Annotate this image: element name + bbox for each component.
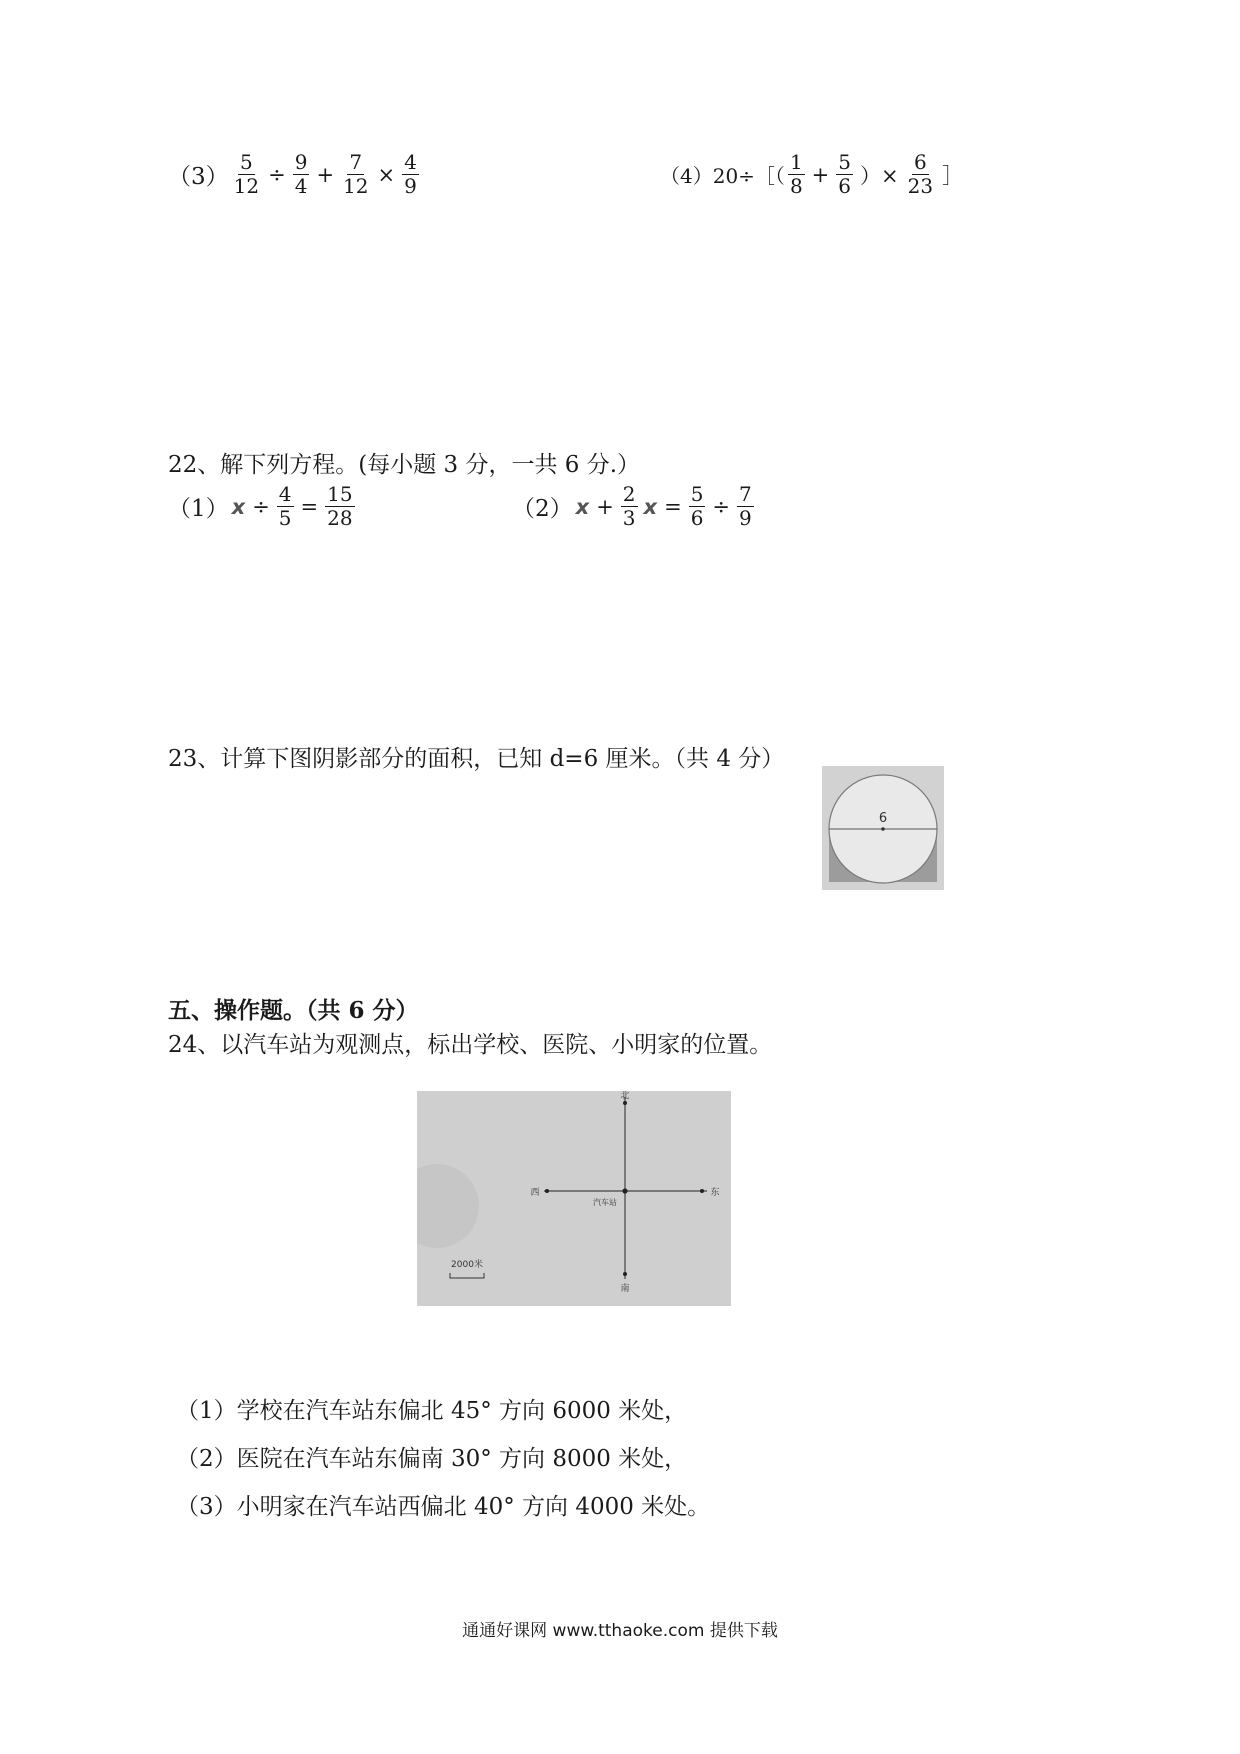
variable: x [643,494,658,519]
shaded-circle-figure [822,766,944,890]
fraction: $\frac{6}{23}$ [907,150,934,198]
q22-part1: （1） x ÷ $\frac{4}{5}$ = $\frac{15}{28}$ [168,482,353,530]
q21-part3: （3） $\frac{5}{12}$ ÷ $\frac{9}{4}$ + $\frac{7}{12}$ × $\frac{4}{9}$ [168,150,417,198]
fraction: $\frac{5}{12}$ [233,150,260,198]
direction-map [417,1091,731,1306]
q24-item-2: （2）医院在汽车站东偏南 30° 方向 8000 米处， [176,1446,688,1472]
north-label: 北 [620,1091,630,1101]
q22-part1-label: （1） [168,496,229,522]
q23-title: 23、计算下图阴影部分的面积，已知 d=6 厘米。（共 4 分） [168,746,785,772]
fraction: $\frac{4}{9}$ [404,150,417,198]
variable: x [231,494,246,519]
fraction: $\frac{9}{4}$ [294,150,308,198]
bus-station-label: 汽车站 [593,1198,617,1207]
q21-part4: （4）20÷［（ $\frac{1}{8}$ + $\frac{5}{6}$ ）× $\frac{6}{23}$ ］ [660,150,964,198]
variable: x [575,494,590,519]
q24-item-1: （1）学校在汽车站东偏北 45° 方向 6000 米处， [176,1398,688,1424]
fraction: $\frac{7}{9}$ [739,482,752,530]
q24-title: 24、以汽车站为观测点，标出学校、医院、小明家的位置。 [168,1032,773,1058]
circle-in-square-diagram [822,766,944,890]
q24-item-3: （3）小明家在汽车站西偏北 40° 方向 4000 米处。 [176,1494,711,1520]
q21-part4-label: （4）20÷［（ [660,164,785,188]
section-five-title: 五、操作题。（共 6 分） [168,997,419,1024]
q22-part2-label: （2） [512,496,573,522]
east-label: 东 [710,1188,720,1198]
fraction: $\frac{1}{8}$ [789,150,803,198]
fraction: $\frac{4}{5}$ [278,482,292,530]
compass-map-diagram [417,1091,731,1306]
q22-part2: （2） x + $\frac{2}{3}$ x = $\frac{5}{6}$ ÷ $\frac{7}{9}$ [512,482,752,530]
scale-label: 2000米 [451,1260,483,1270]
diameter-label: 6 [878,811,888,826]
q22-title: 22、解下列方程。(每小题 3 分，一共 6 分.） [168,452,641,478]
fraction: $\frac{5}{6}$ [690,482,704,530]
page-footer: 通通好课网 www.tthaoke.com 提供下载 [462,1621,778,1641]
fraction: $\frac{2}{3}$ [622,482,636,530]
fraction: $\frac{15}{28}$ [327,482,353,530]
south-label: 南 [620,1284,630,1294]
q21-part3-label: （3） [168,164,229,190]
west-label: 西 [530,1188,540,1198]
fraction: $\frac{7}{12}$ [343,150,369,198]
fraction: $\frac{5}{6}$ [838,150,852,198]
